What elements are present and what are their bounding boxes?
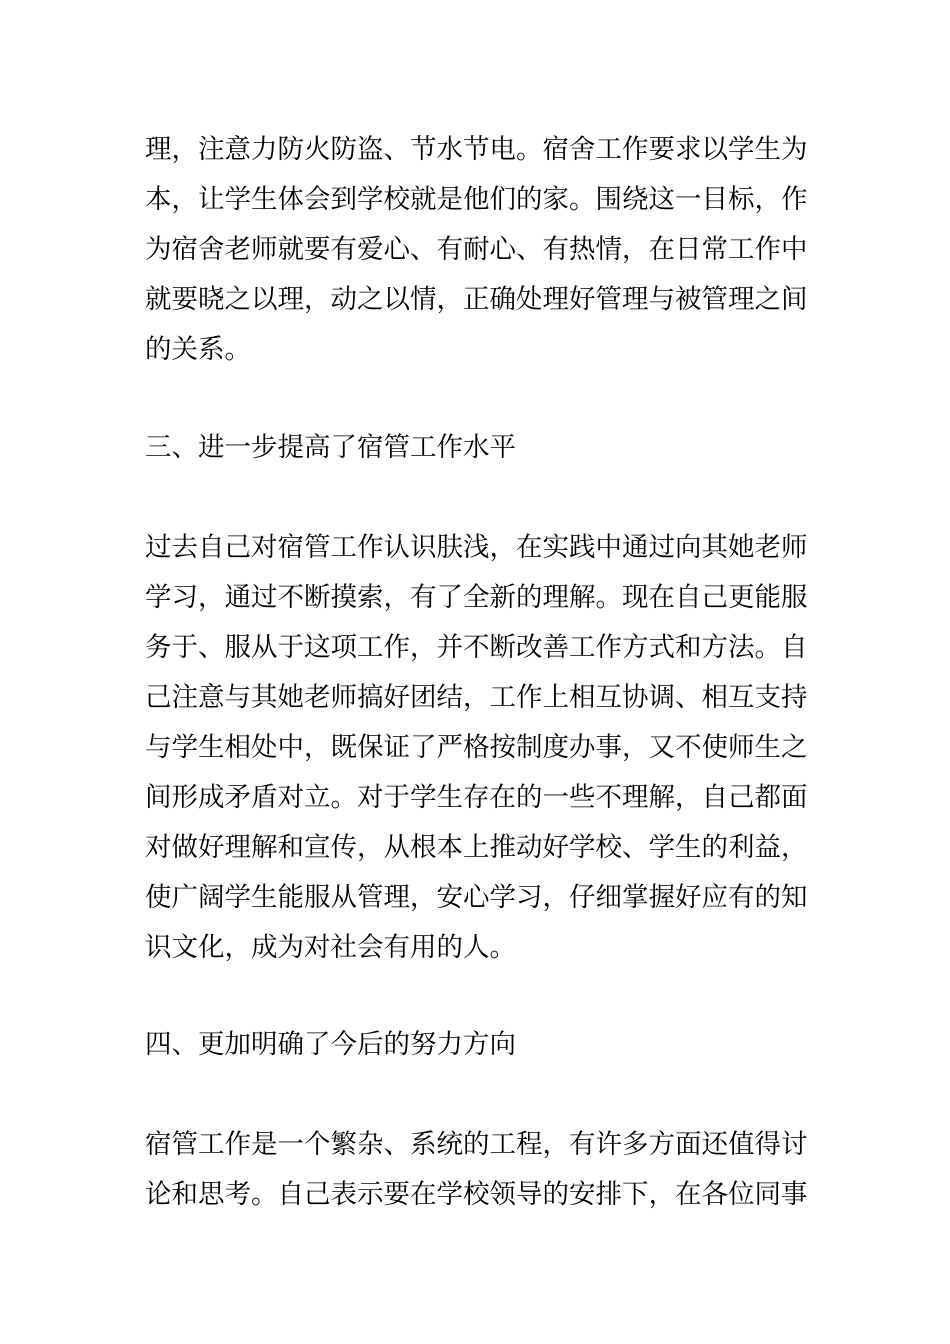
paragraph-line: 间形成矛盾对立。对于学生存在的一些不理解，自己都面 [145,782,808,813]
paragraph-line: 理，注意力防火防盗、节水节电。宿舍工作要求以学生为 [145,134,808,165]
section-heading: 四、更加明确了今后的努力方向 [145,1029,516,1060]
paragraph-line: 使广阔学生能服从管理，安心学习，仔细掌握好应有的知 [145,882,808,913]
section-heading: 三、进一步提高了宿管工作水平 [145,432,516,463]
paragraph-line: 学习，通过不断摸索，有了全新的理解。现在自己更能服 [145,582,808,613]
paragraph-line: 宿管工作是一个繁杂、系统的工程，有许多方面还值得讨 [145,1129,808,1160]
paragraph-line: 务于、服从于这项工作，并不断改善工作方式和方法。自 [145,632,808,663]
paragraph-line: 己注意与其她老师搞好团结，工作上相互协调、相互支持 [145,682,808,713]
paragraph-line: 为宿舍老师就要有爱心、有耐心、有热情，在日常工作中 [145,234,808,265]
paragraph-line: 本，让学生体会到学校就是他们的家。围绕这一目标，作 [145,184,808,215]
paragraph-line: 就要晓之以理，动之以情，正确处理好管理与被管理之间 [145,284,808,315]
paragraph-line: 的关系。 [145,334,251,365]
paragraph-line: 过去自己对宿管工作认识肤浅，在实践中通过向其她老师 [145,532,808,563]
paragraph-line: 与学生相处中，既保证了严格按制度办事，又不使师生之 [145,732,808,763]
paragraph-line: 论和思考。自己表示要在学校领导的安排下，在各位同事 [145,1179,808,1210]
paragraph-line: 对做好理解和宣传，从根本上推动好学校、学生的利益， [145,832,808,863]
paragraph-line: 识文化，成为对社会有用的人。 [145,932,516,963]
